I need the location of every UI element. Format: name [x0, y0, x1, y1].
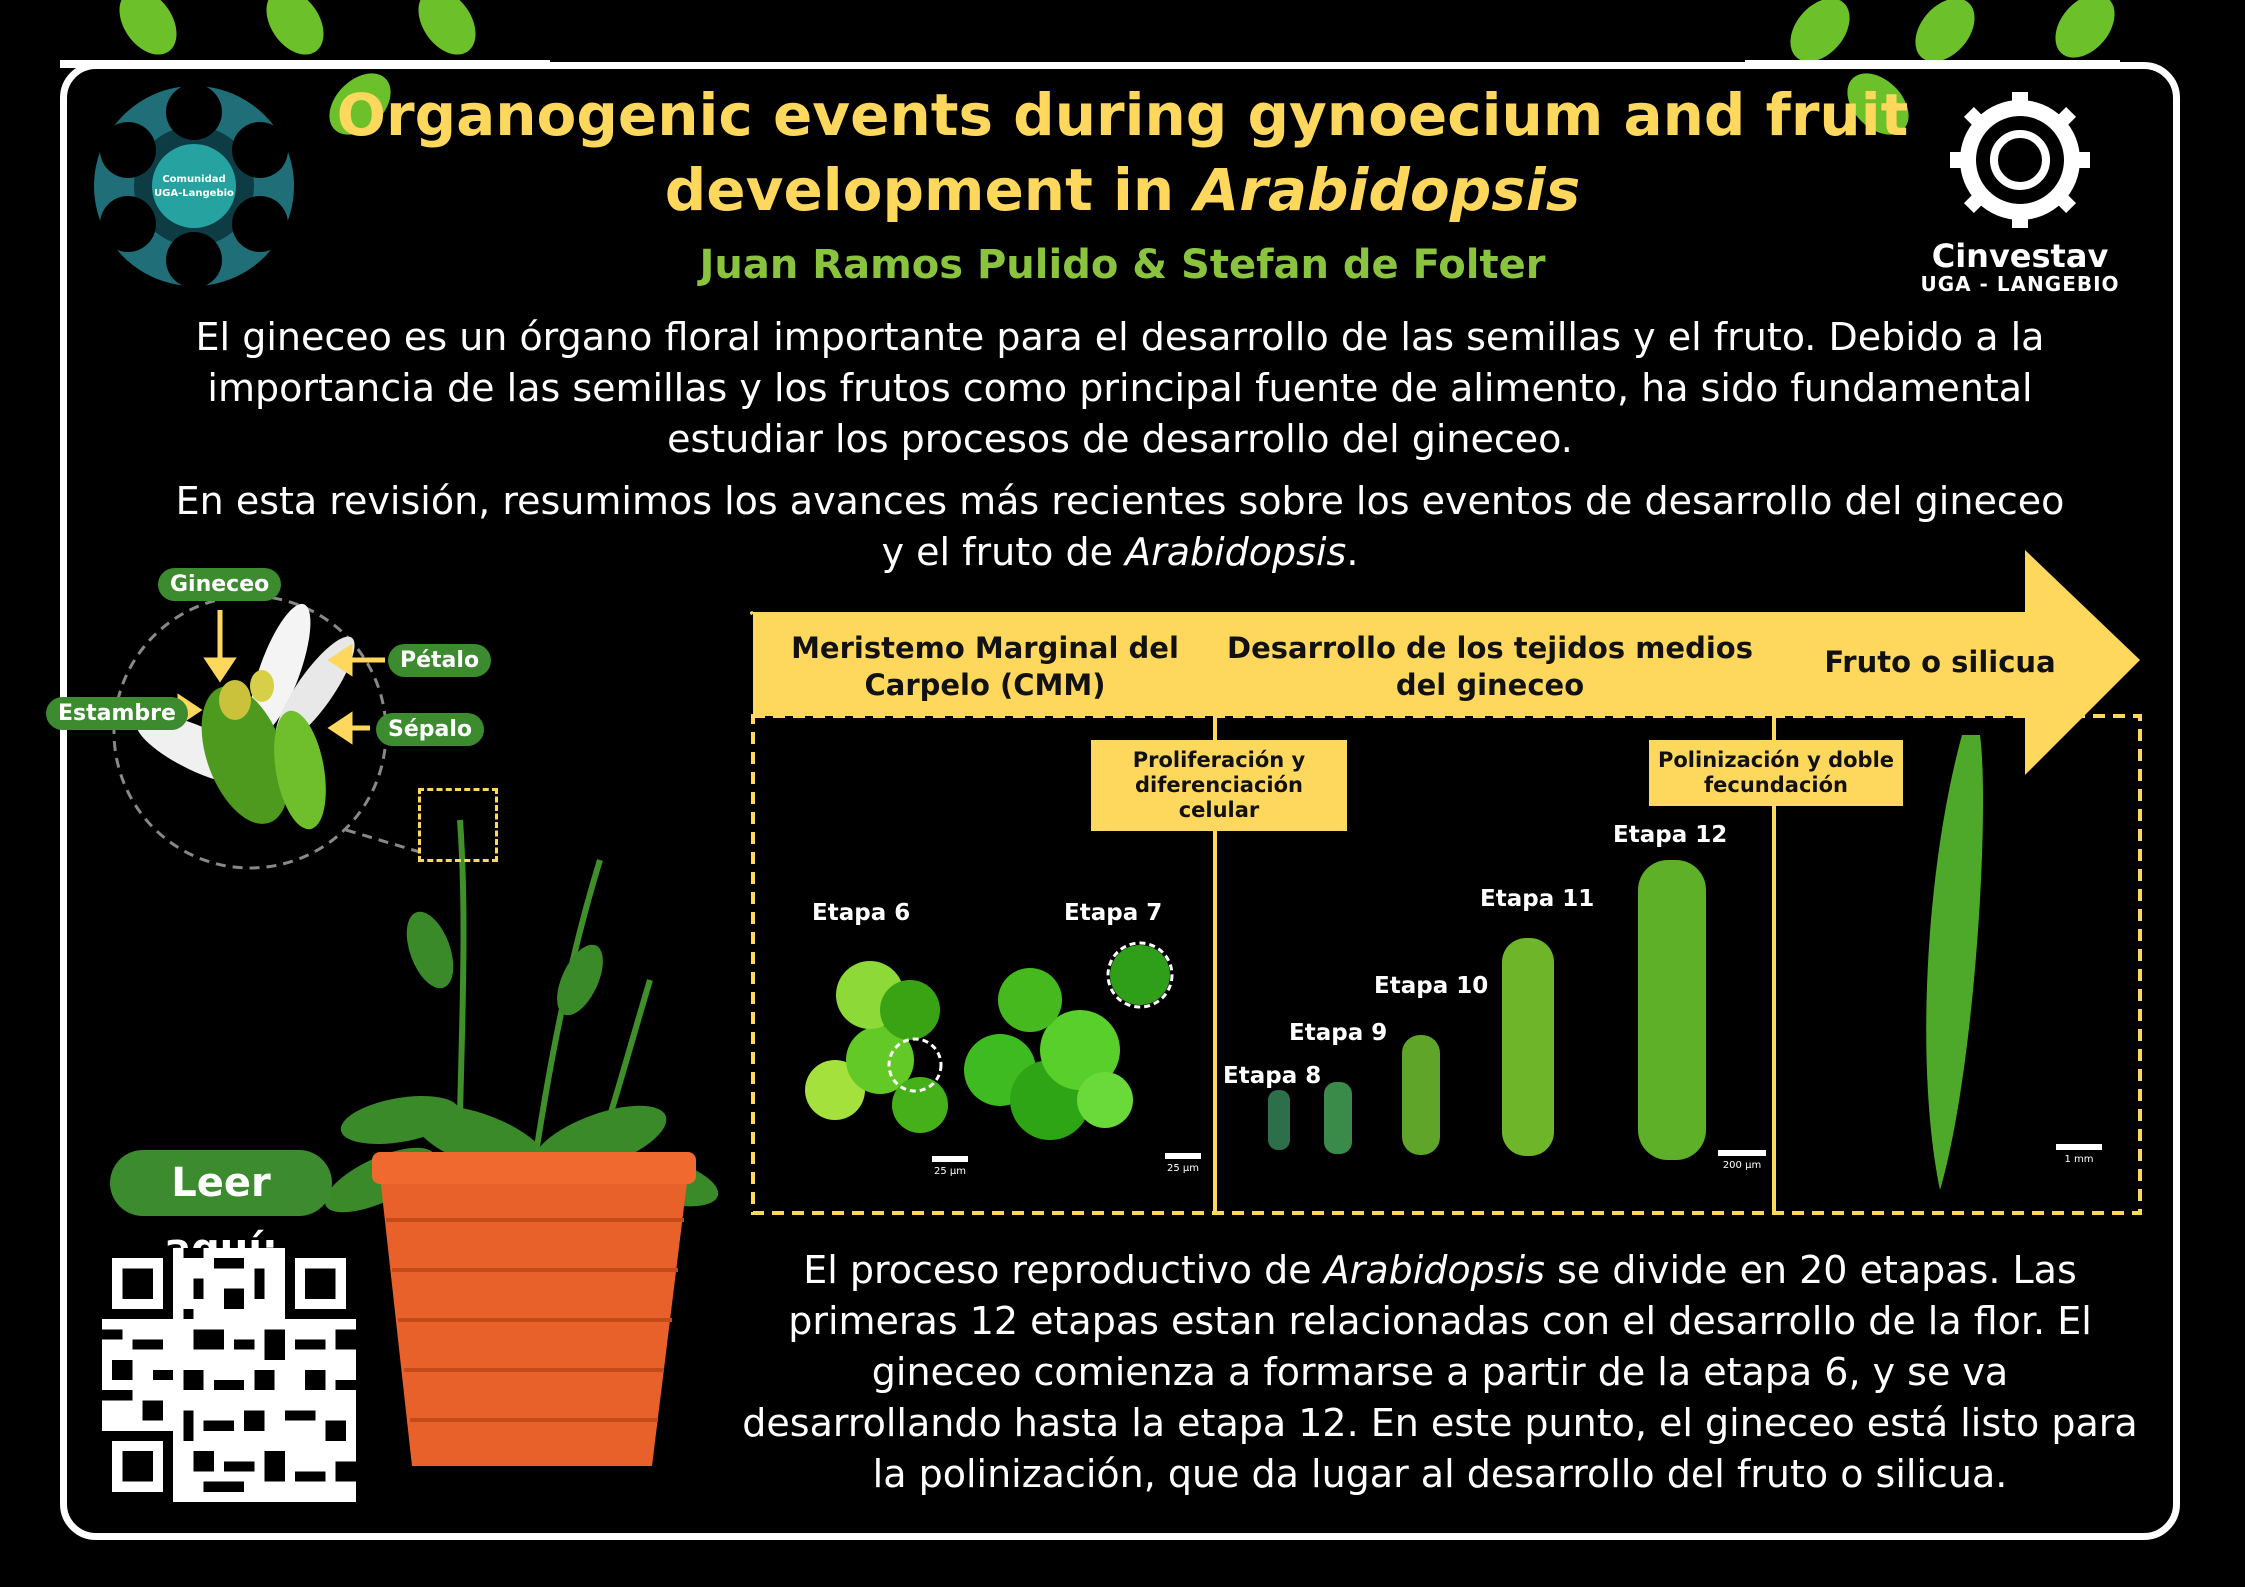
etapa-7-label: Etapa 7: [1064, 900, 1163, 926]
scale-bar-3: 200 µm: [1714, 1150, 1770, 1171]
etapa-10-specimen: [1402, 1035, 1440, 1155]
etapa-6-specimen: [805, 961, 948, 1133]
stage-header-fruto: Fruto o silicua: [1824, 645, 2056, 679]
outro-text-2: se divide en 20 etapas. Las primeras 12 etapas estan relacionadas con el desarrollo de la flor. El gineceo comienza a formarse a partir de la etapa 6, y se va desarrollando hasta la etapa 12. En este punto, el gineceo está listo para la polinización, que da lugar al desarrollo del fruto o silicua.: [742, 1248, 2138, 1496]
authors: Juan Ramos Pulido & Stefan de Folter: [699, 242, 1546, 288]
title-line-2: development in: [664, 156, 1195, 224]
intro-p2-italic: Arabidopsis: [1125, 530, 1347, 574]
page-title: [300, 78, 1945, 228]
label-petalo: Pétalo: [388, 644, 491, 677]
outro-italic: Arabidopsis: [1323, 1248, 1545, 1292]
logo-label-1: Comunidad: [162, 174, 226, 185]
label-estambre: Estambre: [46, 697, 188, 730]
title-line-1: Organogenic events during gynoecium and fruit: [336, 81, 1909, 149]
etapa-9-specimen: [1324, 1082, 1352, 1154]
tag-polinizacion: Polinización y doble fecundación: [1649, 740, 1903, 806]
qr-code[interactable]: [102, 1248, 356, 1502]
etapa-10-label: Etapa 10: [1374, 973, 1489, 999]
etapa-6-label: Etapa 6: [812, 900, 911, 926]
outro-paragraph: [740, 1245, 2140, 1500]
stage-header-tejidos: Desarrollo de los tejidos medios del gineceo: [1227, 631, 1753, 702]
scale-bar-1: 25 µm: [927, 1156, 973, 1177]
zoom-box: [418, 788, 498, 862]
etapa-12-specimen: [1638, 860, 1706, 1160]
etapa-11-label: Etapa 11: [1480, 886, 1595, 912]
title-italic: Arabidopsis: [1194, 156, 1581, 224]
logo-label-2: UGA-Langebio: [154, 188, 234, 199]
cinvestav-logo: [1920, 82, 2120, 302]
etapa-12-label: Etapa 12: [1613, 822, 1728, 848]
etapa-7-specimen: [964, 943, 1172, 1140]
scale-bar-2: 25 µm: [1160, 1153, 1206, 1174]
cinvestav-sub: UGA - LANGEBIO: [1920, 272, 2120, 296]
outro-text-1: El proceso reproductivo de: [803, 1248, 1324, 1292]
leer-aqui-badge: Leer: [110, 1150, 332, 1216]
etapa-8-specimen: [1268, 1090, 1290, 1150]
stage-header-cmm: Meristemo Marginal del Carpelo (CMM): [791, 631, 1179, 702]
tag-proliferacion: Proliferación y diferenciación celular: [1091, 740, 1347, 831]
community-logo: [92, 84, 296, 288]
etapa-8-label: Etapa 8: [1223, 1063, 1322, 1089]
intro-paragraph-1: El gineceo es un órgano floral importante para el desarrollo de las semillas y el fruto. Debido a la importancia de las semillas y los frutos como principal fuente de alimento, ha sido fundamental estudiar los procesos de desarrollo del gineceo.: [195, 315, 2045, 461]
etapa-11-specimen: [1502, 938, 1554, 1156]
label-sepalo: Sépalo: [376, 713, 484, 746]
label-gineceo: Gineceo: [158, 568, 281, 601]
etapa-9-label: Etapa 9: [1289, 1020, 1388, 1046]
intro-p2-suffix: .: [1346, 530, 1359, 574]
cinvestav-name: Cinvestav: [1931, 237, 2109, 275]
silique-specimen: [1926, 735, 1983, 1190]
intro-p2-text: En esta revisión, resumimos los avances más recientes sobre los eventos de desarrollo del gineceo y el fruto de: [175, 479, 2065, 574]
scale-bar-4: 1 mm: [2054, 1144, 2104, 1165]
